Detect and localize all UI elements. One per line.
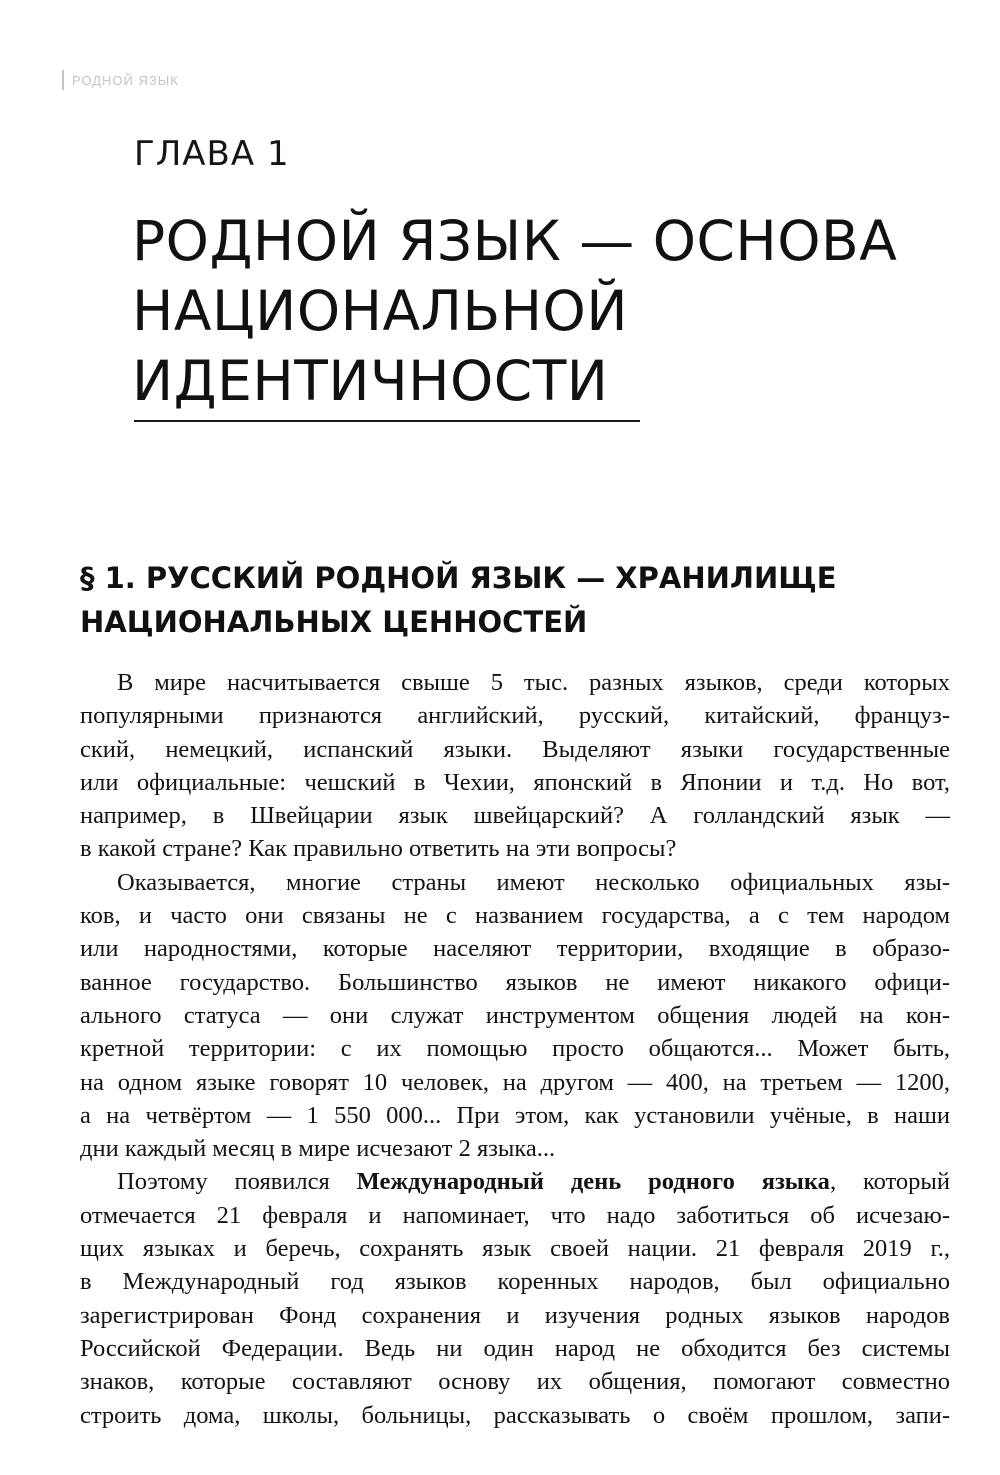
- section-heading-line: НАЦИОНАЛЬНЫХ ЦЕННОСТЕЙ: [80, 605, 588, 639]
- text-line: или народностями, которые населяют территории, входящие в образо-: [80, 935, 950, 963]
- text-line: ального статуса — они служат инструментом общения людей на кон-: [80, 1001, 950, 1029]
- running-header-bar: [62, 70, 64, 90]
- chapter-title-line: ИДЕНТИЧНОСТИ: [132, 349, 609, 413]
- chapter-title-line: РОДНОЙ ЯЗЫК — ОСНОВА: [132, 209, 898, 273]
- text-line: строить дома, школы, больницы, рассказывать о своём прошлом, запи-: [80, 1401, 950, 1429]
- text-line: Оказывается, многие страны имеют несколько официальных язы-: [117, 868, 950, 896]
- text-line: Российской Федерации. Ведь ни один народ не обходится без системы: [80, 1334, 950, 1362]
- text-line: щих языках и беречь, сохранять язык своей нации. 21 февраля 2019 г.,: [80, 1235, 950, 1263]
- section-heading: [80, 556, 960, 644]
- text-line: ский, немецкий, испанский языки. Выделяют языки государственные: [80, 735, 950, 763]
- chapter-title-line: НАЦИОНАЛЬНОЙ: [132, 279, 628, 343]
- text-line: зарегистрирован Фонд сохранения и изучения родных языков народов: [80, 1301, 950, 1329]
- chapter-title: [132, 206, 972, 416]
- title-underline-rule: [134, 420, 640, 422]
- running-header: [62, 70, 179, 90]
- body-text: [80, 666, 950, 1432]
- text-fragment: Поэтому появился: [117, 1168, 357, 1196]
- text-line: ков, и часто они связаны не с названием государства, а с тем народом: [80, 902, 950, 930]
- text-line: кретной территории: с их помощью просто общаются... Может быть,: [80, 1035, 950, 1063]
- section-heading-line: § 1. РУССКИЙ РОДНОЙ ЯЗЫК — ХРАНИЛИЩЕ: [80, 561, 837, 595]
- text-line: ванное государство. Большинство языков не имеют никакого офици-: [80, 968, 950, 996]
- text-line: в какой стране? Как правильно ответить на эти вопросы?: [80, 835, 677, 863]
- running-header-text: РОДНОЙ ЯЗЫК: [72, 72, 179, 88]
- text-line: или официальные: чешский в Чехии, японский в Японии и т.д. Но вот,: [80, 768, 950, 796]
- text-line: популярными признаются английский, русский, китайский, француз-: [80, 702, 950, 730]
- text-line: на одном языке говорят 10 человек, на другом — 400, на третьем — 1200,: [80, 1068, 950, 1096]
- text-line-with-bold-term: [80, 1165, 950, 1198]
- text-fragment: , который: [829, 1168, 950, 1196]
- text-line: знаков, которые составляют основу их общения, помогают совместно: [80, 1368, 950, 1396]
- text-line: в Международный год языков коренных народов, был официально: [80, 1268, 950, 1296]
- text-line: отмечается 21 февраля и напоминает, что надо заботиться об исчезаю-: [80, 1201, 950, 1229]
- text-line: В мире насчитывается свыше 5 тыс. разных языков, среди которых: [117, 669, 950, 696]
- text-line: а на четвёртом — 1 550 000... При этом, как установили учёные, в наши: [80, 1101, 950, 1129]
- bold-term: Международный день родного языка: [356, 1168, 830, 1196]
- text-line: дни каждый месяц в мире исчезают 2 языка...: [80, 1135, 556, 1163]
- chapter-label: ГЛАВА 1: [134, 134, 290, 174]
- text-line: например, в Швейцарии язык швейцарский? А голландский язык —: [80, 802, 950, 830]
